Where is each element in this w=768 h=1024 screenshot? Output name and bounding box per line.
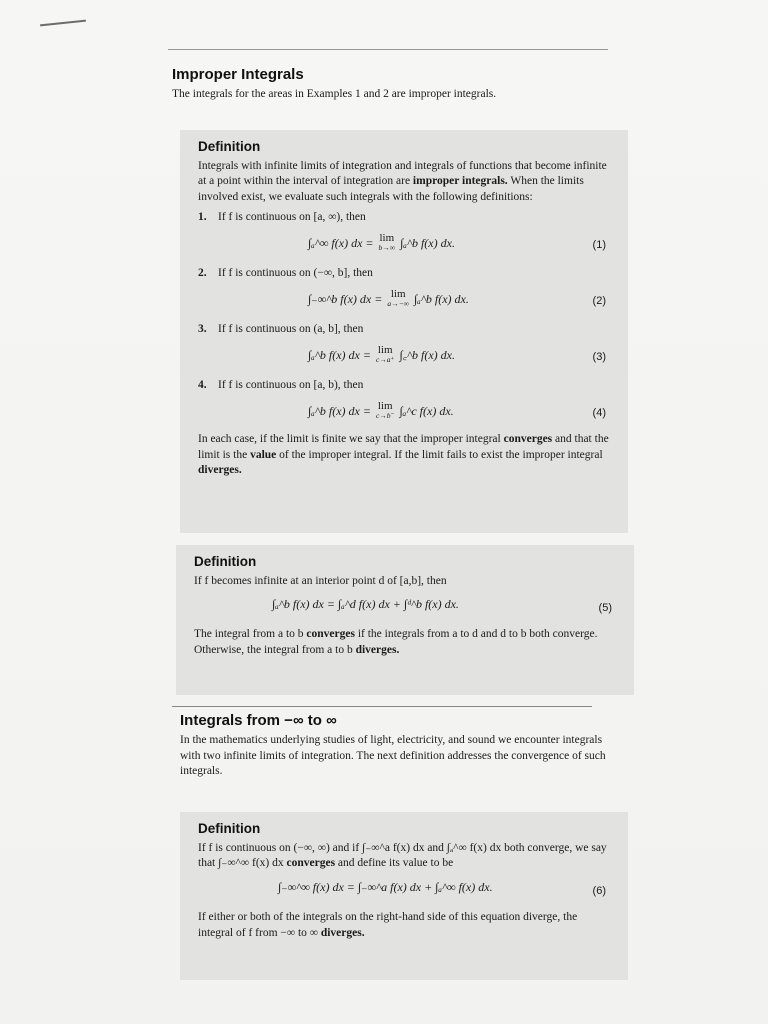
- equation-number: (2): [592, 294, 606, 307]
- definition-heading: Definition: [194, 554, 257, 569]
- equation-2: ∫₋∞^b f(x) dx = lim a→−∞ ∫ₐ^b f(x) dx. (2): [308, 287, 606, 308]
- rule-item-4: 4. If f is continuous on [a, b), then: [198, 378, 364, 391]
- bold-term: improper integrals.: [412, 175, 508, 188]
- equation-1: ∫ₐ^∞ f(x) dx = lim b→∞ ∫ₐ^b f(x) dx. (1): [308, 232, 606, 253]
- definition-text: If f becomes infinite at an interior point d of [a,b], then: [194, 574, 447, 587]
- section-title: Improper Integrals: [172, 66, 304, 83]
- section-improper-integrals: [172, 66, 602, 103]
- scan-pen-mark: [40, 20, 86, 27]
- definition-text: If f is continuous on (−∞, ∞) and if ∫₋∞^a f(x) dx and ∫ₐ^∞ f(x) dx both converge, we say that ∫₋∞^∞ f(x) dx converges and define its value to be: [198, 841, 607, 870]
- equation-number: (5): [598, 602, 612, 615]
- rule-item-3: 3. If f is continuous on (a, b], then: [198, 322, 364, 335]
- equation-number: (3): [592, 350, 606, 363]
- equation-number: (6): [592, 885, 606, 898]
- equation-6: ∫₋∞^∞ f(x) dx = ∫₋∞^a f(x) dx + ∫ₐ^∞ f(x) dx. (6): [198, 874, 612, 908]
- definition-closing: If either or both of the integrals on the right-hand side of this equation diverge, the integral of f from −∞ to ∞ diverges.: [198, 911, 578, 940]
- section-intro: The integrals for the areas in Examples 1 and 2 are improper integrals.: [172, 88, 497, 100]
- equation-number: (4): [592, 406, 606, 419]
- definition-heading: Definition: [198, 139, 261, 154]
- equation-4: ∫ₐ^b f(x) dx = lim c→b⁻ ∫ₐ^c f(x) dx. (4): [308, 399, 606, 420]
- equation-number: (1): [592, 239, 606, 252]
- section-title: Integrals from −∞ to ∞: [180, 712, 337, 729]
- section-intro: In the mathematics underlying studies of light, electricity, and sound we encounter integrals with two infinite limits of integration. The next definition addresses the convergence of such integrals.: [180, 734, 606, 778]
- definition-closing: In each case, if the limit is finite we say that the improper integral converges and that the limit is the value of the improper integral. If the limit fails to exist the improper integral diverges.: [198, 432, 609, 477]
- equation-5: ∫ₐ^b f(x) dx = ∫ₐ^d f(x) dx + ∫ᵈ^b f(x) dx. (5): [194, 591, 618, 625]
- rule-item-1: 1. If f is continuous on [a, ∞), then: [198, 211, 366, 224]
- section-rule: [172, 706, 592, 707]
- rule-item-2: 2. If f is continuous on (−∞, b], then: [198, 267, 373, 280]
- definition-box-3: [180, 812, 628, 980]
- definition-box-2: [176, 545, 634, 695]
- equation-3: ∫ₐ^b f(x) dx = lim c→a⁺ ∫꜀^b f(x) dx. (3): [308, 343, 606, 364]
- section-integrals-infinite: [180, 712, 610, 780]
- definition-heading: Definition: [198, 821, 261, 836]
- definition-closing: The integral from a to b converges if the integrals from a to d and d to b both converge. Otherwise, the integral from a to b diverges.: [194, 628, 598, 657]
- definition-text: Integrals with infinite limits of integration and integrals of functions that become infinite at a point within the interval of integration are improper integrals. When the limits involved exist, we evaluate such integrals with the following definitions:: [198, 159, 607, 204]
- definition-box-1: [180, 130, 628, 533]
- top-rule: [168, 49, 608, 50]
